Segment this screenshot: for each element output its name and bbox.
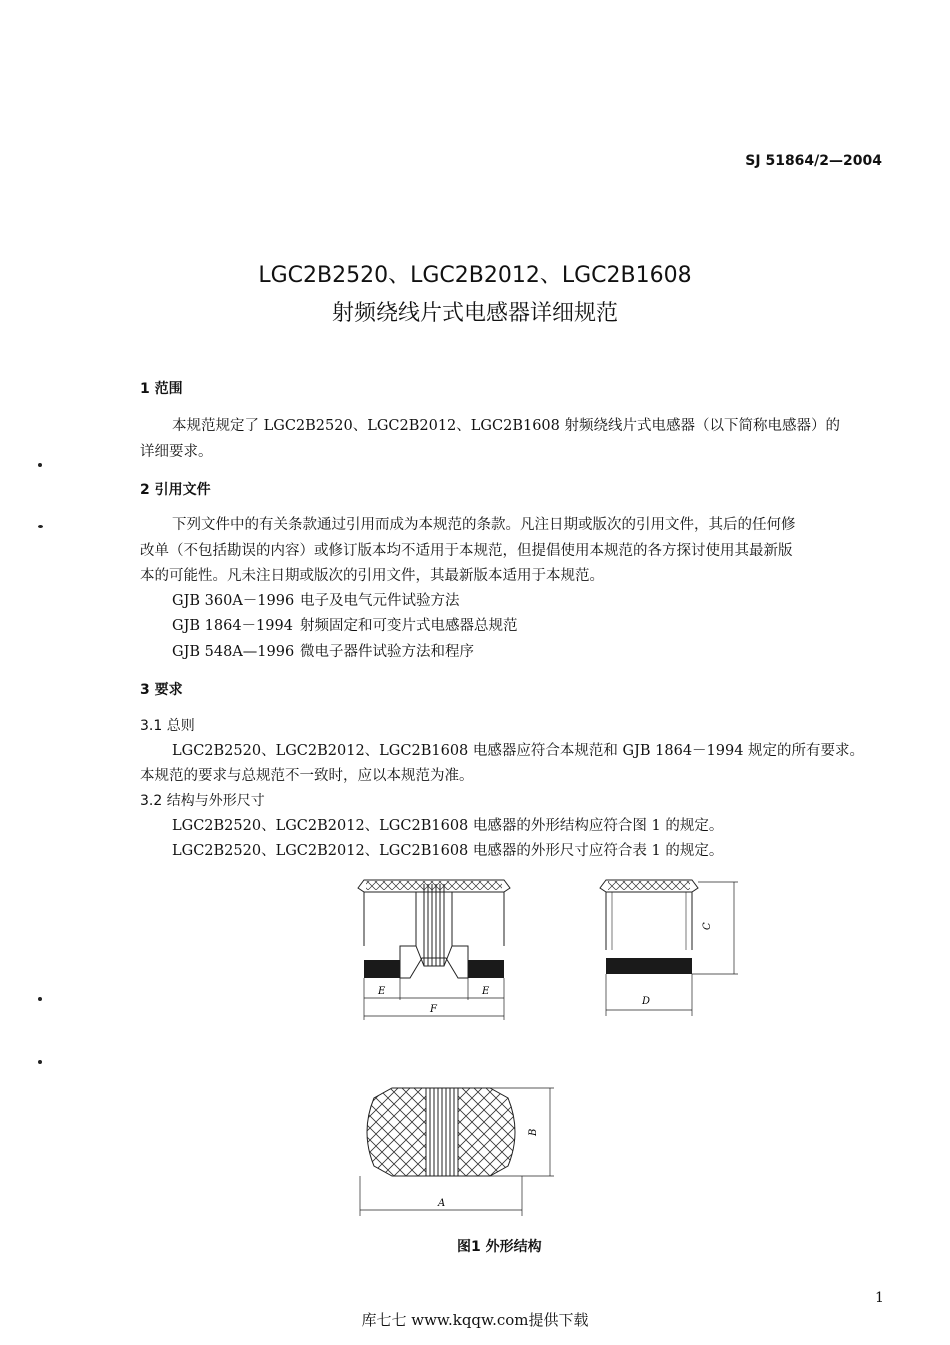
- section-1-heading: 1 范围: [140, 381, 183, 397]
- reference-code: GJB 548A—1996: [172, 644, 295, 660]
- dim-label-e-left: E: [378, 986, 386, 997]
- dim-label-b: B: [528, 1128, 539, 1136]
- reference-title: 电子及电气元件试验方法: [300, 593, 460, 609]
- dim-label-f: F: [430, 1004, 437, 1015]
- section-3-1-heading: 3.1 总则: [140, 718, 195, 734]
- scan-mark: [38, 1060, 42, 1064]
- section-1-para-line2: 详细要求。: [140, 444, 213, 460]
- scan-mark: [38, 463, 42, 467]
- section-2-para-line2: 改单（不包括勘误的内容）或修订版本均不适用于本规范，但提倡使用本规范的各方探讨使用其最新版: [140, 543, 793, 559]
- section-3-1-line1: LGC2B2520、LGC2B2012、LGC2B1608 电感器应符合本规范和 GJB 1864－1994 规定的所有要求。: [172, 743, 865, 759]
- section-2-heading: 2 引用文件: [140, 482, 211, 498]
- figure-caption: 图1 外形结构: [457, 1239, 542, 1255]
- side-view: [600, 880, 738, 1016]
- reference-title: 射频固定和可变片式电感器总规范: [300, 618, 518, 634]
- scan-mark: [38, 525, 43, 528]
- page-number: 1: [875, 1290, 884, 1306]
- section-2-para-line1: 下列文件中的有关条款通过引用而成为本规范的条款。凡注日期或版次的引用文件，其后的任何修: [172, 517, 796, 533]
- standard-number: SJ 51864/2—2004: [745, 153, 882, 169]
- document-title-name: 射频绕线片式电感器详细规范: [331, 301, 618, 326]
- dim-label-d: D: [642, 996, 651, 1007]
- section-2-para-line3: 本的可能性。凡未注日期或版次的引用文件，其最新版本适用于本规范。: [140, 568, 604, 584]
- scan-mark: [38, 997, 42, 1001]
- reference-item: [172, 614, 518, 635]
- reference-item: [172, 640, 474, 661]
- reference-title: 微电子器件试验方法和程序: [300, 644, 474, 660]
- section-3-2-heading: 3.2 结构与外形尺寸: [140, 793, 265, 809]
- section-3-heading: 3 要求: [140, 682, 183, 698]
- dim-label-a: A: [438, 1198, 446, 1209]
- document-title-models: LGC2B2520、LGC2B2012、LGC2B1608: [258, 263, 692, 288]
- dim-label-e-right: E: [482, 986, 490, 997]
- top-view: [360, 1088, 554, 1216]
- section-3-2-line1: LGC2B2520、LGC2B2012、LGC2B1608 电感器的外形结构应符合图 1 的规定。: [172, 818, 724, 834]
- section-3-2-line2: LGC2B2520、LGC2B2012、LGC2B1608 电感器的外形尺寸应符合表 1 的规定。: [172, 843, 724, 859]
- section-1-para-line1: 本规范规定了 LGC2B2520、LGC2B2012、LGC2B1608 射频绕线片式电感器（以下简称电感器）的: [172, 418, 840, 434]
- front-view: [358, 880, 510, 1020]
- download-watermark: 库七七 www.kqqw.com提供下载: [361, 1311, 589, 1329]
- dim-label-c: C: [702, 922, 713, 930]
- reference-item: [172, 589, 460, 610]
- reference-code: GJB 1864－1994: [172, 618, 293, 634]
- section-3-1-line2: 本规范的要求与总规范不一致时，应以本规范为准。: [140, 768, 474, 784]
- figure-1-drawing: [340, 870, 760, 1220]
- reference-code: GJB 360A－1996: [172, 593, 295, 609]
